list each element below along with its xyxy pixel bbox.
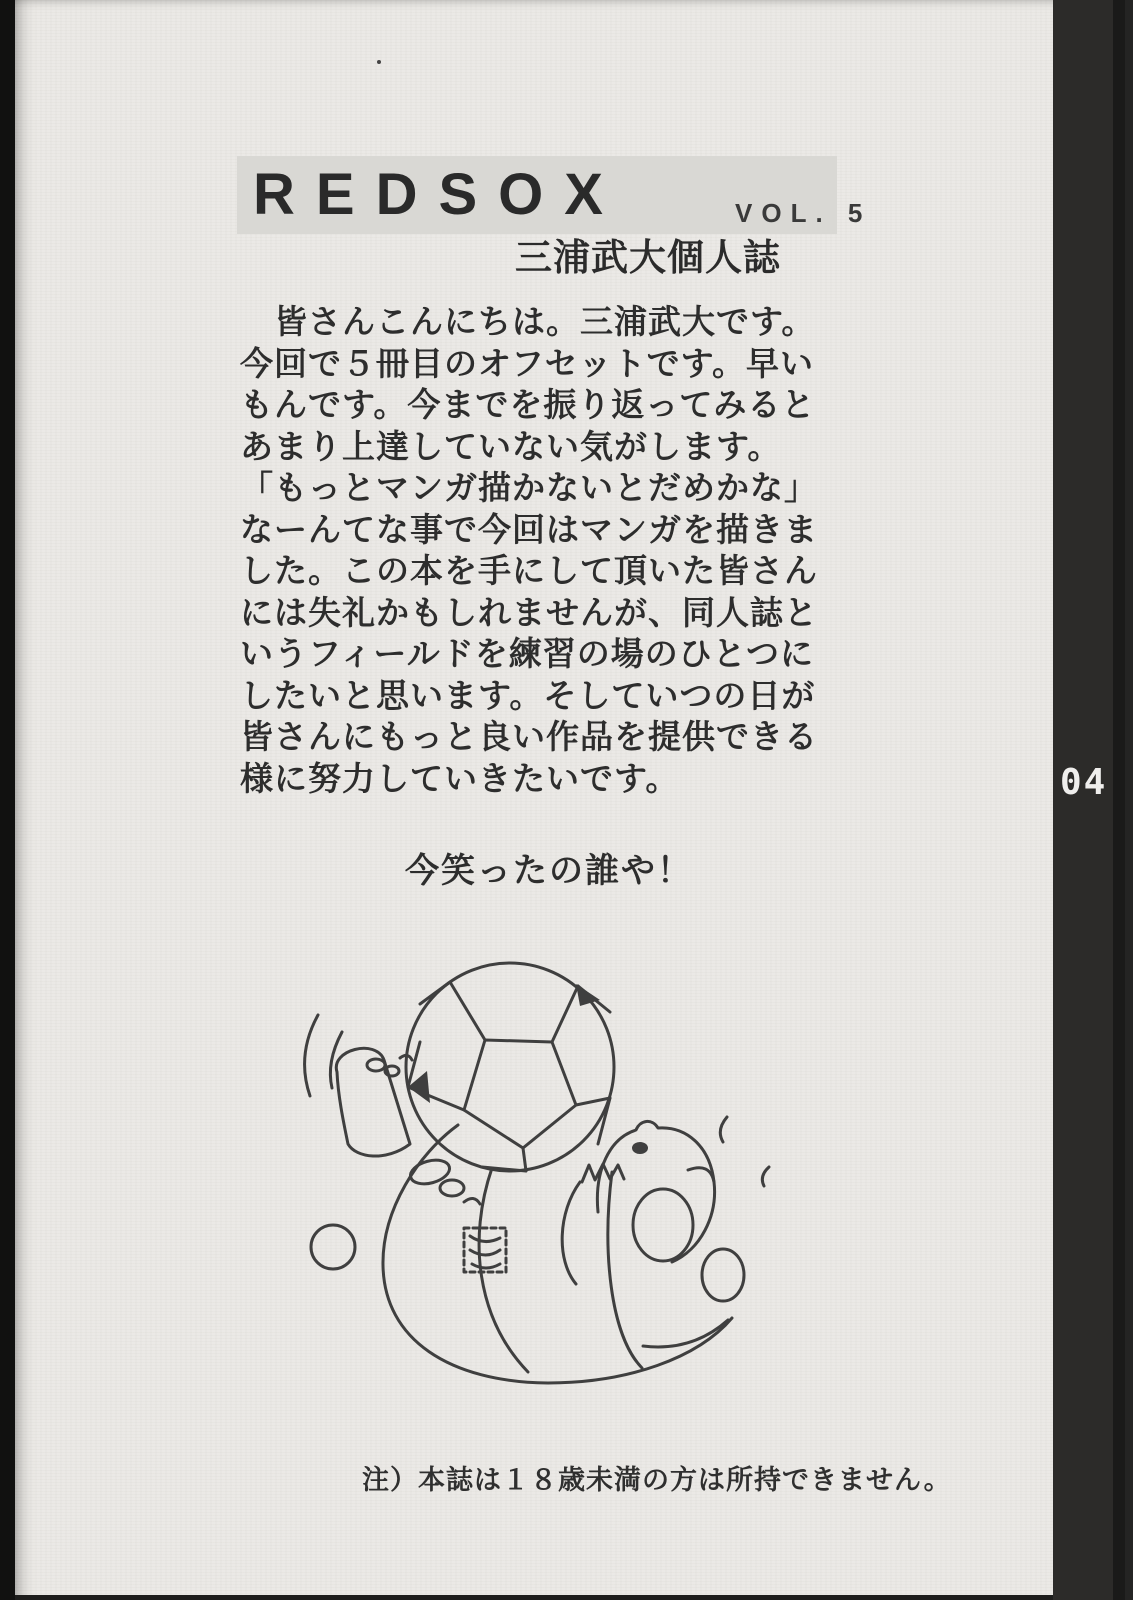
bear-soccer-doodle [280, 920, 840, 1400]
intro-line: あまり上達していない気がします。 [240, 427, 782, 465]
page-number: 04 [1060, 762, 1108, 803]
intro-line: 「もっとマンガ描かないとだめかな」 [240, 469, 818, 506]
intro-line: した。この本を手にして頂いた皆さん [240, 552, 818, 589]
intro-line: いうフィールドを練習の場のひとつに [240, 635, 815, 672]
callout-line: 今笑ったの誰や！ [405, 852, 693, 890]
intro-line: 今回で５冊目のオフセットです。早い [240, 344, 815, 382]
intro-line: もんです。今までを振り返ってみると [240, 386, 816, 423]
title-block [237, 156, 872, 234]
page-title: REDSOX [253, 162, 624, 227]
intro-line: なーんてな事で今回はマンガを描きま [240, 510, 818, 548]
subtitle: 三浦武大個人誌 [515, 237, 781, 278]
intro-line: 皆さんにもっと良い作品を提供できる [240, 718, 818, 755]
bottom-black-edge [15, 1595, 1053, 1600]
intro-line: 様に努力していきたいです。 [240, 759, 680, 797]
volume-label: VOL. 5 [735, 198, 872, 228]
paper-page [15, 0, 1053, 1600]
scan-speck [377, 60, 381, 64]
intro-line: 皆さんこんにちは。三浦武大です。 [240, 303, 816, 340]
left-black-border [0, 0, 15, 1600]
intro-line: には失礼かもしれませんが、同人誌と [240, 593, 818, 631]
intro-line: したいと思います。そしていつの日が [240, 676, 816, 714]
intro-paragraph [240, 301, 858, 799]
footnote: 注）本誌は１８歳未満の方は所持できません。 [362, 1465, 952, 1495]
